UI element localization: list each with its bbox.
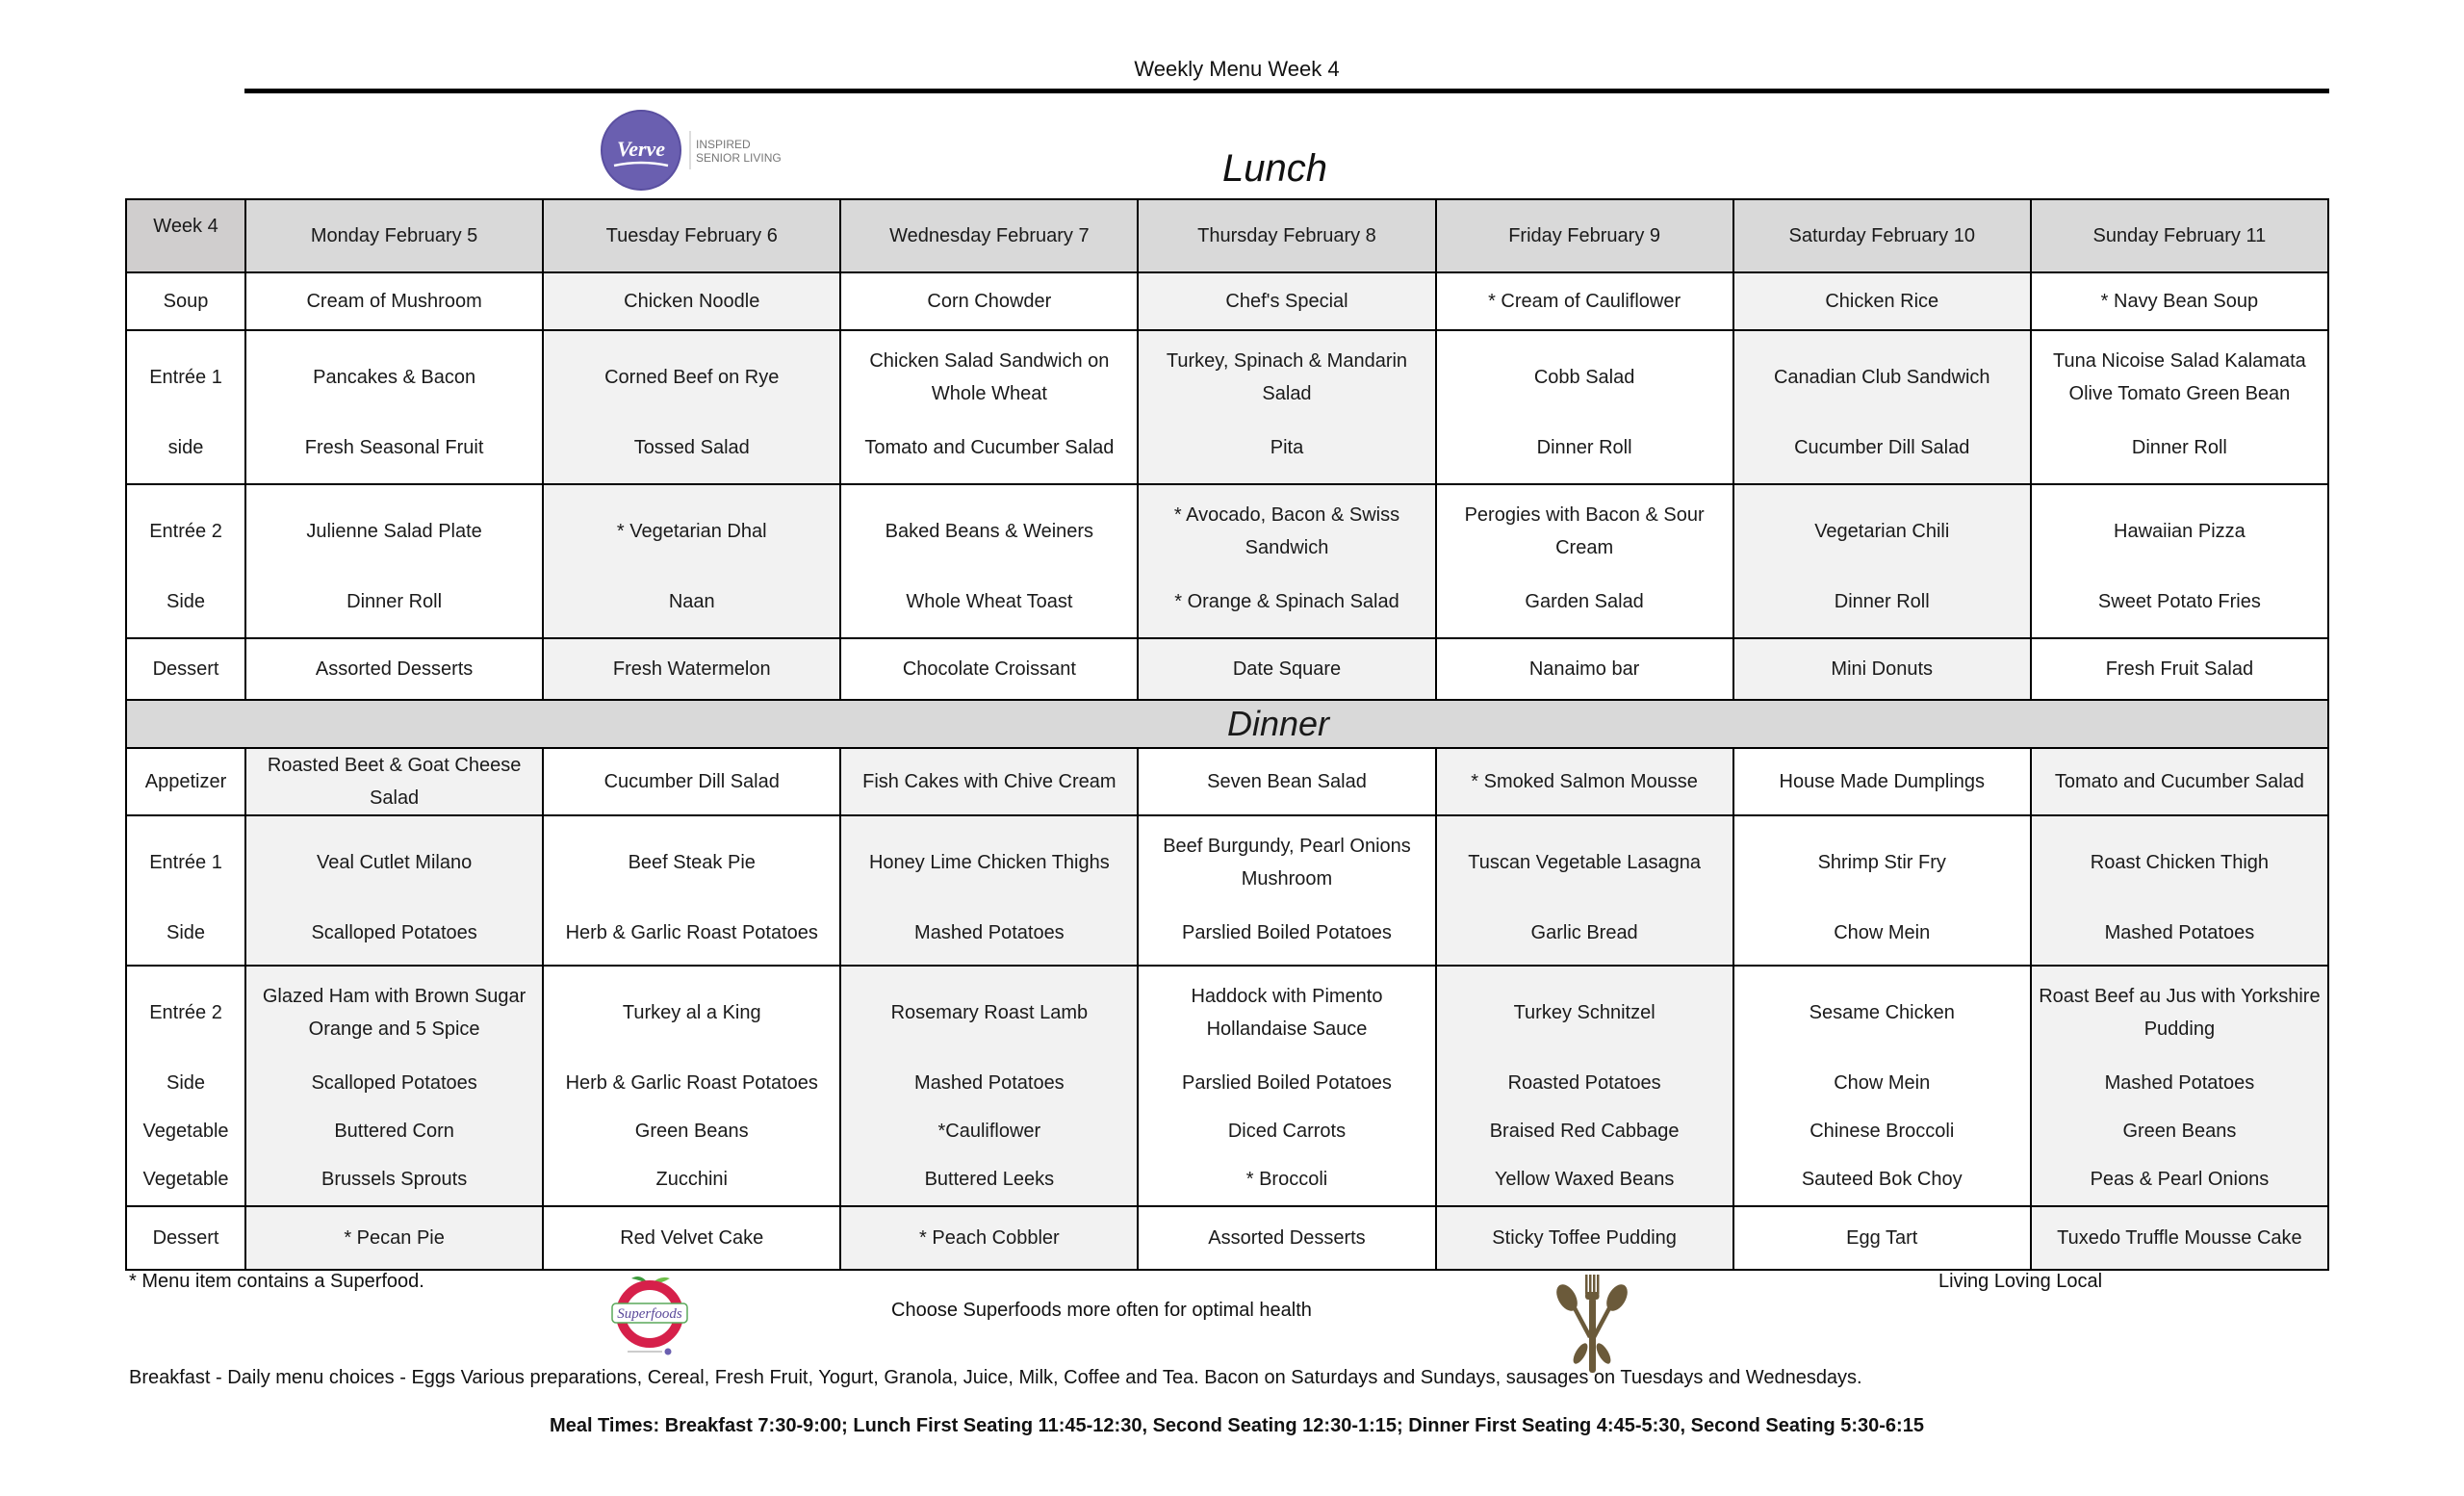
menu-side-item: Yellow Waxed Beans xyxy=(1494,1169,1675,1190)
row-label: Side xyxy=(167,1072,206,1094)
day-header: Sunday February 11 xyxy=(2031,199,2328,272)
verve-logo-tagline-1: INSPIRED xyxy=(696,138,751,151)
menu-side-item: Herb & Garlic Roast Potatoes xyxy=(565,922,818,943)
menu-item: Seven Bean Salad xyxy=(1138,748,1435,815)
menu-item-stack xyxy=(249,485,539,637)
menu-cell xyxy=(1733,815,2031,966)
menu-item: Date Square xyxy=(1138,638,1435,700)
menu-item-stack xyxy=(844,331,1134,483)
label-stack xyxy=(130,967,242,1205)
menu-item: Honey Lime Chicken Thighs xyxy=(868,852,1110,873)
menu-item: Sesame Chicken xyxy=(1809,1002,1955,1023)
menu-side-item: Green Beans xyxy=(634,1121,749,1142)
menu-item: Turkey, Spinach & Mandarin Salad xyxy=(1166,350,1408,404)
label-stack xyxy=(130,331,242,483)
menu-cell xyxy=(1733,966,2031,1206)
menu-side-item: Peas & Pearl Onions xyxy=(2090,1169,2270,1190)
menu-item: Roast Beef au Jus with Yorkshire Pudding xyxy=(2039,986,2321,1040)
menu-item: Sticky Toffee Pudding xyxy=(1436,1206,1733,1270)
menu-item-stack xyxy=(1737,331,2027,483)
menu-item: Turkey Schnitzel xyxy=(1513,1002,1656,1023)
menu-item-stack xyxy=(2035,331,2324,483)
row-label-group xyxy=(126,330,245,484)
day-header: Tuesday February 6 xyxy=(543,199,840,272)
verve-logo xyxy=(599,108,801,193)
menu-item: Cobb Salad xyxy=(1533,367,1635,388)
menu-side-item: Brussels Sprouts xyxy=(321,1169,468,1190)
document-title-text: Weekly Menu Week 4 xyxy=(1134,57,1340,81)
menu-item: Chicken Rice xyxy=(1733,272,2031,330)
menu-item: Chocolate Croissant xyxy=(840,638,1138,700)
menu-side-item: * Orange & Spinach Salad xyxy=(1174,591,1399,612)
menu-side-item: Dinner Roll xyxy=(1536,437,1632,458)
menu-item-stack xyxy=(844,816,1134,965)
row-label: Dessert xyxy=(126,1206,245,1270)
menu-cell xyxy=(245,966,543,1206)
menu-cell xyxy=(543,966,840,1206)
menu-side-item: Garden Salad xyxy=(1525,591,1644,612)
dinner-appetizer-row xyxy=(126,748,2328,815)
menu-side-item: Dinner Roll xyxy=(346,591,443,612)
row-label-group xyxy=(126,815,245,966)
menu-side-item: Mashed Potatoes xyxy=(914,1072,1065,1094)
living-loving-local: Living Loving Local xyxy=(1938,1271,2103,1292)
menu-item-stack xyxy=(2035,967,2324,1205)
row-label: Side xyxy=(167,922,206,943)
row-label: Soup xyxy=(126,272,245,330)
menu-item-stack xyxy=(1142,485,1431,637)
breakfast-note: Breakfast - Daily menu choices - Eggs Various preparations, Cereal, Fresh Fruit, Yogurt, Granola, Juice, Milk, Coffee and Tea. Bacon on Saturdays and Sundays, sausages on Tuesdays and Wednesdays. xyxy=(129,1367,1862,1388)
row-label: Side xyxy=(167,591,206,612)
dinner-title: Dinner xyxy=(1227,704,1330,743)
menu-cell xyxy=(2031,330,2328,484)
dinner-entree1-group xyxy=(126,815,2328,966)
menu-item: Hawaiian Pizza xyxy=(2114,521,2246,542)
menu-item: Egg Tart xyxy=(1733,1206,2031,1270)
row-label: side xyxy=(167,437,204,458)
menu-side-item: Cucumber Dill Salad xyxy=(1794,437,1970,458)
menu-side-item: Chinese Broccoli xyxy=(1810,1121,1955,1142)
menu-item: Rosemary Roast Lamb xyxy=(890,1002,1089,1023)
menu-item-stack xyxy=(1142,967,1431,1205)
menu-side-item: Herb & Garlic Roast Potatoes xyxy=(565,1072,818,1094)
row-label: Entrée 1 xyxy=(149,852,222,873)
menu-side-item: Tomato and Cucumber Salad xyxy=(864,437,1115,458)
menu-cell xyxy=(543,484,840,638)
menu-side-item: Buttered Corn xyxy=(334,1121,454,1142)
menu-side-item: Dinner Roll xyxy=(1834,591,1930,612)
menu-cell xyxy=(245,330,543,484)
menu-cell xyxy=(245,815,543,966)
menu-item: Fresh Watermelon xyxy=(543,638,840,700)
menu-cell xyxy=(840,815,1138,966)
menu-item: Turkey al a King xyxy=(622,1002,761,1023)
lunch-soup-row xyxy=(126,272,2328,330)
menu-cell xyxy=(2031,484,2328,638)
label-stack xyxy=(130,485,242,637)
menu-item: Glazed Ham with Brown Sugar Orange and 5 Spice xyxy=(262,986,526,1040)
menu-cell xyxy=(840,484,1138,638)
day-header: Friday February 9 xyxy=(1436,199,1733,272)
menu-side-item: Tossed Salad xyxy=(633,437,750,458)
menu-side-item: Mashed Potatoes xyxy=(2104,1072,2255,1094)
menu-cell xyxy=(840,330,1138,484)
row-label: Dessert xyxy=(126,638,245,700)
menu-side-item: Whole Wheat Toast xyxy=(906,591,1073,612)
menu-item: Tomato and Cucumber Salad xyxy=(2031,748,2328,815)
menu-cell xyxy=(1138,484,1435,638)
row-label: Entrée 2 xyxy=(149,521,222,542)
menu-item: Tuxedo Truffle Mousse Cake xyxy=(2031,1206,2328,1270)
menu-item: Corned Beef on Rye xyxy=(604,367,780,388)
menu-cell xyxy=(1436,330,1733,484)
dinner-banner xyxy=(126,700,2328,748)
menu-item-stack xyxy=(1142,816,1431,965)
menu-item-stack xyxy=(844,967,1134,1205)
menu-side-item: Fresh Seasonal Fruit xyxy=(304,437,484,458)
menu-side-item: Zucchini xyxy=(655,1169,728,1190)
menu-item: Canadian Club Sandwich xyxy=(1773,367,1990,388)
menu-table xyxy=(125,198,2329,1271)
menu-item: Beef Burgundy, Pearl Onions Mushroom xyxy=(1163,836,1411,890)
menu-side-item: Dinner Roll xyxy=(2131,437,2227,458)
menu-side-item: * Broccoli xyxy=(1245,1169,1328,1190)
menu-item: * Navy Bean Soup xyxy=(2031,272,2328,330)
menu-side-item: Buttered Leeks xyxy=(924,1169,1055,1190)
menu-side-item: Garlic Bread xyxy=(1530,922,1638,943)
menu-cell xyxy=(1436,484,1733,638)
menu-side-item: Parslied Boiled Potatoes xyxy=(1182,922,1392,943)
menu-cell xyxy=(1138,330,1435,484)
superfoods-badge-dot xyxy=(665,1349,672,1355)
menu-side-item: *Cauliflower xyxy=(937,1121,1041,1142)
menu-item-stack xyxy=(249,331,539,483)
verve-logo-tagline-2: SENIOR LIVING xyxy=(696,151,782,165)
menu-side-item: Parslied Boiled Potatoes xyxy=(1182,1072,1392,1094)
menu-cell xyxy=(1436,815,1733,966)
menu-cell xyxy=(1733,330,2031,484)
menu-cell xyxy=(245,484,543,638)
meal-times: Meal Times: Breakfast 7:30-9:00; Lunch First Seating 11:45-12:30, Second Seating 12:30-1:15; Dinner First Seating 4:45-5:30, Second Seating 5:30-6:15 xyxy=(550,1415,1924,1436)
menu-item: Chef's Special xyxy=(1138,272,1435,330)
row-label: Entrée 2 xyxy=(149,1002,222,1023)
menu-item-stack xyxy=(547,485,836,637)
menu-item-stack xyxy=(1737,967,2027,1205)
menu-item: * Pecan Pie xyxy=(245,1206,543,1270)
menu-cell xyxy=(543,815,840,966)
menu-side-item: Diced Carrots xyxy=(1227,1121,1347,1142)
menu-cell xyxy=(1733,484,2031,638)
lunch-entree2-group xyxy=(126,484,2328,638)
menu-item: Corn Chowder xyxy=(840,272,1138,330)
menu-item-stack xyxy=(547,816,836,965)
week-label: Week 4 xyxy=(126,199,245,272)
row-label: Vegetable xyxy=(142,1121,229,1142)
menu-side-item: Sweet Potato Fries xyxy=(2097,591,2261,612)
dinner-banner-row xyxy=(126,700,2328,748)
menu-item-stack xyxy=(1440,485,1730,637)
menu-side-item: Naan xyxy=(668,591,715,612)
row-label: Vegetable xyxy=(142,1169,229,1190)
menu-item-stack xyxy=(249,816,539,965)
menu-item: Baked Beans & Weiners xyxy=(885,521,1094,542)
menu-item: Mini Donuts xyxy=(1733,638,2031,700)
menu-item-stack xyxy=(1440,331,1730,483)
menu-item: Red Velvet Cake xyxy=(543,1206,840,1270)
menu-item-stack xyxy=(1440,816,1730,965)
lunch-title: Lunch xyxy=(1222,147,1327,190)
menu-side-item: Sauteed Bok Choy xyxy=(1801,1169,1963,1190)
menu-item: Tuscan Vegetable Lasagna xyxy=(1468,852,1701,873)
superfoods-logo-text: Superfoods xyxy=(617,1306,682,1322)
menu-item-stack xyxy=(1142,331,1431,483)
superfood-footnote: * Menu item contains a Superfood. xyxy=(129,1271,424,1292)
menu-item: Julienne Salad Plate xyxy=(306,521,482,542)
menu-item-stack xyxy=(844,485,1134,637)
row-label: Entrée 1 xyxy=(149,367,222,388)
title-rule xyxy=(244,89,2329,93)
menu-cell xyxy=(1138,966,1435,1206)
menu-item: Haddock with Pimento Hollandaise Sauce xyxy=(1191,986,1383,1040)
menu-item: Pancakes & Bacon xyxy=(313,367,476,388)
label-stack xyxy=(130,816,242,965)
menu-item: Assorted Desserts xyxy=(245,638,543,700)
menu-item-stack xyxy=(547,331,836,483)
menu-item: Roasted Beet & Goat Cheese Salad xyxy=(245,748,543,815)
menu-item: * Cream of Cauliflower xyxy=(1436,272,1733,330)
menu-item: Cream of Mushroom xyxy=(245,272,543,330)
menu-item-stack xyxy=(547,967,836,1205)
menu-item: Beef Steak Pie xyxy=(628,852,756,873)
menu-item: Nanaimo bar xyxy=(1436,638,1733,700)
menu-item: * Vegetarian Dhal xyxy=(616,521,767,542)
menu-item: Chicken Salad Sandwich on Whole Wheat xyxy=(869,350,1110,404)
menu-side-item: Mashed Potatoes xyxy=(914,922,1065,943)
menu-side-item: Roasted Potatoes xyxy=(1507,1072,1661,1094)
menu-item: Assorted Desserts xyxy=(1138,1206,1435,1270)
menu-item: Tuna Nicoise Salad Kalamata Olive Tomato Green Bean xyxy=(2053,350,2306,404)
menu-side-item: Scalloped Potatoes xyxy=(311,922,477,943)
document-title xyxy=(0,56,2464,83)
row-label-group xyxy=(126,484,245,638)
menu-side-item: Chow Mein xyxy=(1834,922,1931,943)
menu-cell xyxy=(1138,815,1435,966)
menu-item: Fish Cakes with Chive Cream xyxy=(840,748,1138,815)
menu-item: House Made Dumplings xyxy=(1733,748,2031,815)
verve-logo-brand: Verve xyxy=(616,137,666,161)
row-label: Appetizer xyxy=(126,748,245,815)
superfoods-logo xyxy=(606,1271,693,1357)
menu-side-item: Green Beans xyxy=(2122,1121,2237,1142)
day-header: Saturday February 10 xyxy=(1733,199,2031,272)
menu-item-stack xyxy=(1737,485,2027,637)
menu-item: Chicken Noodle xyxy=(543,272,840,330)
menu-item: * Smoked Salmon Mousse xyxy=(1436,748,1733,815)
menu-item: Roast Chicken Thigh xyxy=(2090,852,2270,873)
menu-item-stack xyxy=(2035,816,2324,965)
menu-item: Cucumber Dill Salad xyxy=(543,748,840,815)
lunch-entree1-group xyxy=(126,330,2328,484)
menu-item-stack xyxy=(1440,967,1730,1205)
menu-item-stack xyxy=(2035,485,2324,637)
menu-side-item: Mashed Potatoes xyxy=(2104,922,2255,943)
day-header: Thursday February 8 xyxy=(1138,199,1435,272)
fork-spoon-icon xyxy=(1553,1273,1630,1373)
day-header: Monday February 5 xyxy=(245,199,543,272)
menu-cell xyxy=(543,330,840,484)
menu-cell xyxy=(1436,966,1733,1206)
day-header-row xyxy=(126,199,2328,272)
menu-item: Vegetarian Chili xyxy=(1814,521,1950,542)
menu-side-item: Pita xyxy=(1270,437,1304,458)
menu-side-item: Braised Red Cabbage xyxy=(1489,1121,1680,1142)
menu-item-stack xyxy=(1737,816,2027,965)
menu-item: Shrimp Stir Fry xyxy=(1817,852,1946,873)
menu-item: * Peach Cobbler xyxy=(840,1206,1138,1270)
menu-item: Fresh Fruit Salad xyxy=(2031,638,2328,700)
menu-item: * Avocado, Bacon & Swiss Sandwich xyxy=(1173,504,1400,558)
menu-item-stack xyxy=(249,967,539,1205)
menu-cell xyxy=(2031,815,2328,966)
dinner-dessert-row xyxy=(126,1206,2328,1270)
menu-item: Veal Cutlet Milano xyxy=(317,852,473,873)
superfoods-message: Choose Superfoods more often for optimal health xyxy=(891,1300,1312,1321)
menu-side-item: Scalloped Potatoes xyxy=(311,1072,477,1094)
lunch-dessert-row xyxy=(126,638,2328,700)
menu-side-item: Chow Mein xyxy=(1834,1072,1931,1094)
menu-cell xyxy=(2031,966,2328,1206)
dinner-entree2-group xyxy=(126,966,2328,1206)
menu-cell xyxy=(840,966,1138,1206)
menu-item: Perogies with Bacon & Sour Cream xyxy=(1464,504,1705,558)
row-label-group xyxy=(126,966,245,1206)
day-header: Wednesday February 7 xyxy=(840,199,1138,272)
